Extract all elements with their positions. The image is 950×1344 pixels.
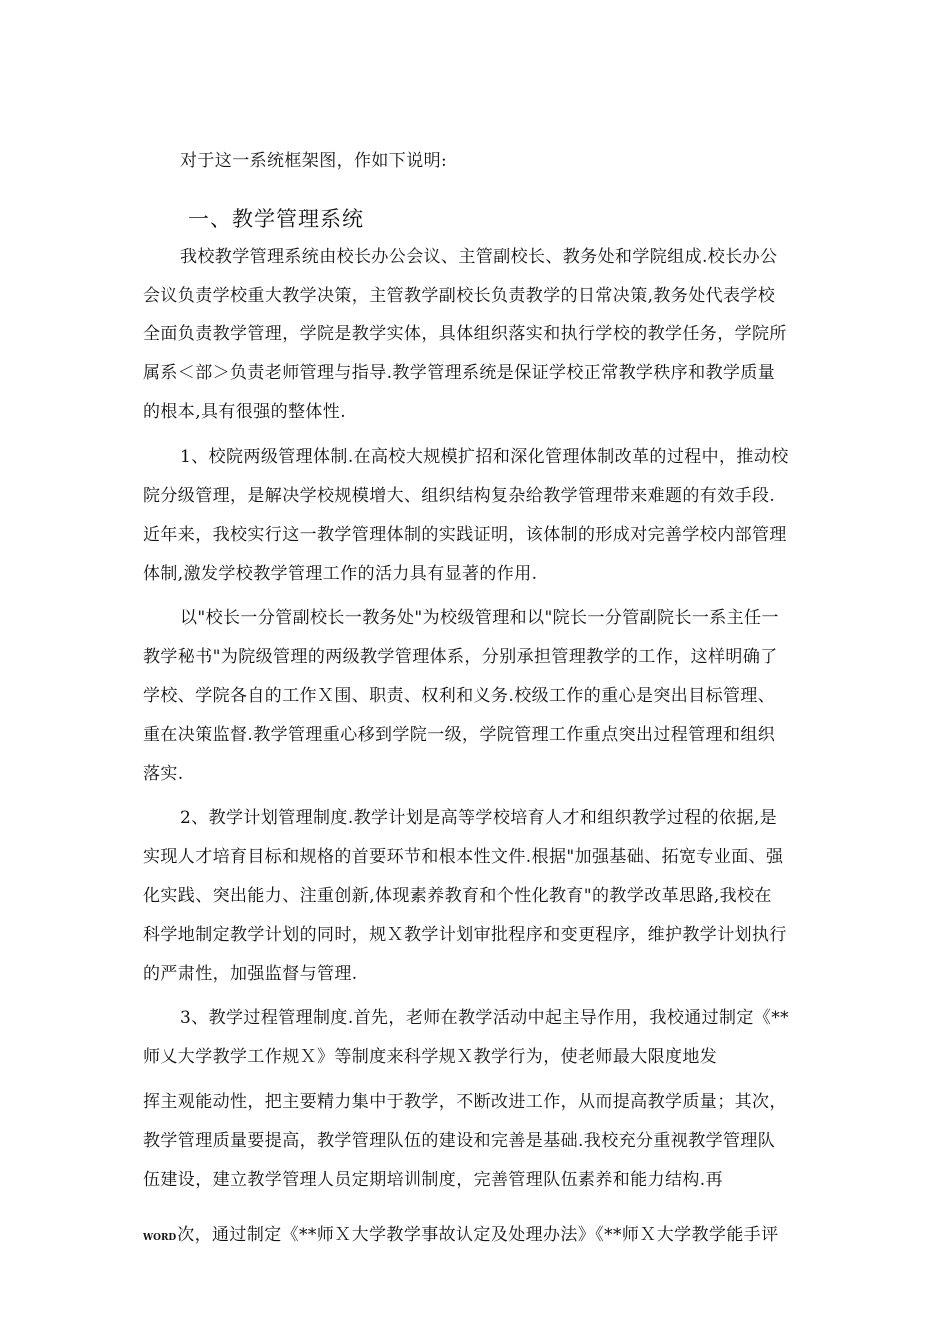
paragraph-line: 学校、学院各自的工作Ｘ围、职责、权利和义务.校级工作的重心是突出目标管理、 [143, 686, 776, 706]
footer-text: 次，通过制定《**师Ｘ大学教学事故认定及处理办法》《**师Ｘ大学教学能手评 [177, 1225, 779, 1245]
section-heading: 一、教学管理系统 [188, 207, 364, 231]
paragraph-line: 会议负责学校重大教学决策，主管教学副校长负责教学的日常决策,教务处代表学校 [143, 286, 776, 306]
paragraph-line: 重在决策监督.教学管理重心移到学院一级，学院管理工作重点突出过程管理和组织 [143, 725, 776, 745]
paragraph-line: 院分级管理，是解决学校规模增大、组织结构复杂给教学管理带来难题的有效手段. [143, 486, 776, 506]
paragraph-line: 3、教学过程管理制度.首先，老师在教学活动中起主导作用，我校通过制定《** [180, 1008, 790, 1028]
word-tag: WORD [143, 1233, 177, 1243]
paragraph-line: 科学地制定教学计划的同时，规Ｘ教学计划审批程序和变更程序，维护教学计划执行 [143, 925, 787, 945]
paragraph-line: 我校教学管理系统由校长办公会议、主管副校长、教务处和学院组成.校长办公 [180, 247, 778, 267]
intro-line: 对于这一系统框架图，作如下说明: [180, 151, 448, 171]
paragraph-line: 伍建设，建立教学管理人员定期培训制度，完善管理队伍素养和能力结构.再 [143, 1170, 724, 1190]
paragraph-line: 体制,激发学校教学管理工作的活力具有显著的作用. [143, 564, 538, 584]
paragraph-line: 全面负责教学管理，学院是教学实体，具体组织落实和执行学校的教学任务，学院所 [143, 324, 787, 344]
paragraph-line: 实现人才培育目标和规格的首要环节和根本性文件.根据"加强基础、拓宽专业面、强 [143, 847, 784, 867]
paragraph-line: 落实. [143, 764, 184, 784]
paragraph-line: 以"校长一分管副校长一教务处"为校级管理和以"院长一分管副院长一系主任一 [180, 608, 779, 628]
page-footer [143, 1223, 779, 1250]
paragraph-line: 化实践、突出能力、注重创新,体现素养教育和个性化教育"的教学改革思路,我校在 [143, 886, 772, 906]
paragraph-line: 教学秘书"为院级管理的两级教学管理体系，分别承担管理教学的工作，这样明确了 [143, 647, 778, 667]
paragraph-line: 近年来，我校实行这一教学管理体制的实践证明，该体制的形成对完善学校内部管理 [143, 525, 787, 545]
paragraph-line: 2、教学计划管理制度.教学计划是高等学校培育人才和组织教学过程的依据,是 [180, 808, 778, 828]
paragraph-line: 教学管理质量要提高，教学管理队伍的建设和完善是基础.我校充分重视教学管理队 [143, 1131, 776, 1151]
paragraph-line: 属系＜部＞负责老师管理与指导.教学管理系统是保证学校正常教学秩序和教学质量 [143, 363, 776, 383]
paragraph-line: 的严肃性，加强监督与管理. [143, 964, 358, 984]
paragraph-line: 师乂大学教学工作规Ｘ》等制度来科学规Ｘ教学行为，使老师最大限度地发 [143, 1047, 718, 1067]
paragraph-line: 挥主观能动性，把主要精力集中于教学，不断改进工作，从而提高教学质量；其次， [143, 1092, 787, 1112]
paragraph-line: 1、校院两级管理体制.在高校大规模扩招和深化管理体制改革的过程中，推动校 [180, 447, 789, 467]
paragraph-line: 的根本,具有很强的整体性. [143, 402, 347, 422]
